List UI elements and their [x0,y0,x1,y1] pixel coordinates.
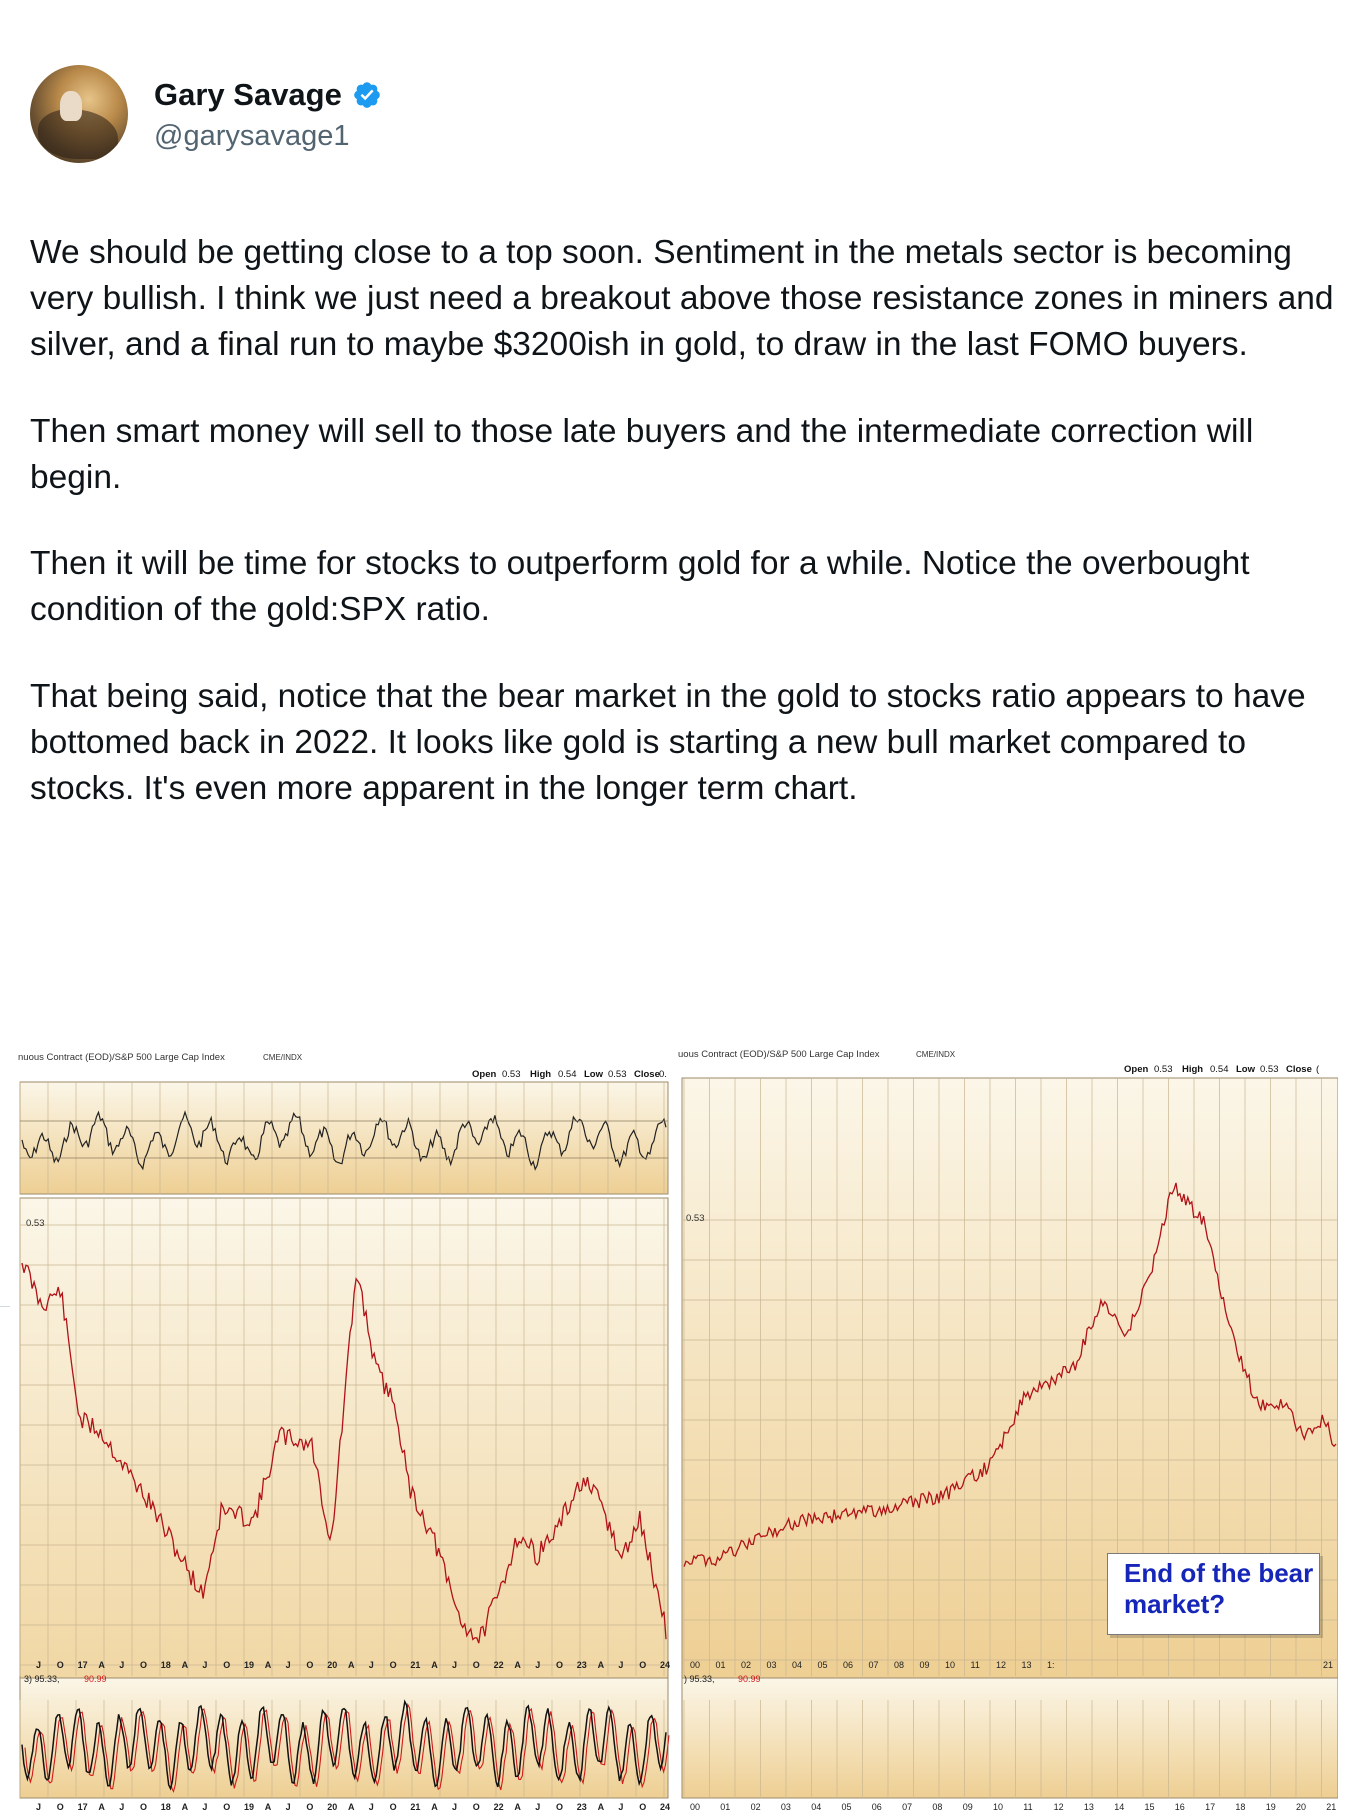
svg-text:0.53: 0.53 [502,1069,521,1080]
left-axis-bottom-label: O [639,1802,647,1812]
left-axis-top-label: J [618,1660,624,1670]
left-axis-top-label: J [285,1660,291,1670]
right-indicator-value: 90.99 [738,1674,761,1684]
left-axis-top-label: J [535,1660,541,1670]
right-axis-bottom-label: 00 [690,1802,701,1812]
left-axis-bottom-label: A [264,1802,272,1812]
left-axis-top-label: J [452,1660,458,1670]
left-axis-top-label: O [56,1660,64,1670]
tweet-paragraph: Then smart money will sell to those late buyers and the intermediate correction will begin. [30,412,1254,496]
svg-text:0.54: 0.54 [1210,1064,1229,1075]
left-axis-top-label: 22 [493,1660,504,1670]
left-axis-bottom-label: O [556,1802,564,1812]
verified-badge-icon [352,80,382,110]
left-axis-bottom-label: 23 [576,1802,587,1812]
left-axis-top-label: O [140,1660,148,1670]
right-axis-bottom [690,1802,1336,1812]
left-axis-bottom-label: J [36,1802,42,1812]
right-axis-bottom-label: 04 [811,1802,822,1812]
left-axis-bottom-label: J [535,1802,541,1812]
left-axis-bottom-label: J [452,1802,458,1812]
charts-svg [18,1040,1338,1813]
right-axis-bottom-label: 11 [1023,1802,1033,1812]
left-axis-top-label: O [556,1660,564,1670]
svg-text:0.54: 0.54 [558,1069,577,1080]
right-axis-bottom-label: 05 [841,1802,852,1812]
right-axis-bottom-label: 02 [750,1802,761,1812]
svg-text:High: High [530,1069,552,1080]
right-axis-top-label: 10 [945,1660,956,1670]
left-axis-bottom-label: O [56,1802,64,1812]
svg-text:Close: Close [634,1069,660,1080]
left-indicator-label: 3) 95.33, [24,1674,60,1684]
author-display-name[interactable]: Gary Savage [154,77,342,112]
left-axis-bottom-label: J [368,1802,374,1812]
author-name-row[interactable] [154,77,382,113]
svg-text:0.53: 0.53 [1260,1064,1279,1075]
left-axis-bottom-label: 22 [493,1802,504,1812]
right-chart-exchange: CME/INDX [916,1050,956,1059]
left-axis-bottom-label: 20 [327,1802,338,1812]
tweet-paragraph: Then it will be time for stocks to outperform gold for a while. Notice the overbought condition of the gold:SPX ratio. [30,545,1250,629]
right-axis-top-label: 12 [996,1660,1007,1670]
right-axis-top-label: 13 [1021,1660,1032,1670]
svg-text:Close: Close [1286,1064,1312,1075]
right-axis-top-label: 21 [1323,1660,1334,1670]
left-axis-bottom-label: 19 [244,1802,255,1812]
left-axis-bottom-label: O [223,1802,231,1812]
left-axis-bottom-label: A [348,1802,355,1812]
left-axis-bottom-label: A [181,1802,189,1812]
left-axis-bottom-label: A [98,1802,105,1812]
svg-text:0.: 0. [659,1069,667,1080]
left-axis-top-label: 17 [77,1660,88,1670]
right-axis-bottom-label: 10 [993,1802,1004,1812]
right-axis-bottom-label: 16 [1174,1802,1185,1812]
svg-text:Open: Open [472,1069,497,1080]
right-axis-top-label: 02 [741,1660,752,1670]
right-axis-bottom-label: 15 [1144,1802,1155,1812]
right-axis-bottom-label: 12 [1053,1802,1064,1812]
left-chart-exchange: CME/INDX [263,1053,303,1062]
attached-chart-image[interactable] [18,1040,1338,1813]
right-ohlc [1124,1064,1320,1075]
right-axis-bottom-label: 06 [871,1802,882,1812]
left-axis-bottom-label: 17 [77,1802,88,1812]
right-axis-top-label: 00 [690,1660,701,1670]
svg-text:High: High [1182,1064,1204,1075]
author-handle[interactable]: @garysavage1 [154,120,350,152]
left-ohlc [472,1069,667,1080]
left-axis-top-label: A [181,1660,189,1670]
tweet-paragraph: We should be getting close to a top soon. Sentiment in the metals sector is becoming very bullish. I think we just need a breakout above those resistance zones in miners and silver, and a final run to maybe $3200ish in gold, to draw in the last FOMO buyers. [30,234,1334,363]
right-axis-bottom-label: 01 [720,1802,731,1812]
right-axis-top-label: 01 [715,1660,726,1670]
left-chart [18,1052,670,1812]
left-axis-top-label: J [36,1660,42,1670]
svg-text:Low: Low [1236,1064,1255,1075]
left-axis-bottom [36,1802,670,1812]
svg-text:Open: Open [1124,1064,1149,1075]
right-axis-bottom-label: 21 [1326,1802,1337,1812]
left-axis-bottom-label: A [597,1802,605,1812]
right-axis-bottom-label: 03 [780,1802,791,1812]
right-axis-bottom-label: 13 [1083,1802,1094,1812]
right-chart-title: uous Contract (EOD)/S&P 500 Large Cap Index [678,1049,880,1060]
right-axis-top-label: 03 [766,1660,777,1670]
right-chart [678,1049,1338,1812]
right-axis-bottom-label: 17 [1205,1802,1216,1812]
right-axis-top-label: 11 [970,1660,980,1670]
left-axis-top-label: 19 [244,1660,255,1670]
svg-text:0.53: 0.53 [608,1069,627,1080]
right-axis-top-label: 06 [843,1660,854,1670]
tweet-paragraph: That being said, notice that the bear market in the gold to stocks ratio appears to have bottomed back in 2022. It looks like gold is starting a new bull market compared to stocks. It's even more apparent in the longer term chart. [30,678,1306,808]
left-axis-top-label: J [119,1660,125,1670]
right-axis-top-label: 1: [1047,1660,1055,1670]
left-axis-bottom-label: O [306,1802,314,1812]
left-axis-top-label: J [368,1660,374,1670]
left-axis-top-label: A [264,1660,272,1670]
right-axis-bottom-label: 07 [902,1802,913,1812]
left-axis-bottom-label: A [431,1802,438,1812]
svg-text:(: ( [1316,1064,1320,1075]
svg-text:0.53: 0.53 [1154,1064,1173,1075]
left-axis-bottom-label: O [472,1802,480,1812]
left-axis-top-label: 18 [160,1660,171,1670]
right-axis-bottom-label: 18 [1235,1802,1246,1812]
avatar[interactable] [30,65,128,163]
left-axis-bottom-label: O [140,1802,148,1812]
annotation-text: End of the bear market? [1124,1558,1314,1619]
left-axis-top-label: 24 [660,1660,671,1670]
left-axis-bottom-label: 18 [160,1802,171,1812]
right-axis-top-label: 05 [817,1660,828,1670]
left-axis-top-label: A [348,1660,355,1670]
right-axis-top-label: 09 [919,1660,930,1670]
left-axis-bottom-label: J [285,1802,291,1812]
right-axis-top-label: 08 [894,1660,905,1670]
left-axis-top-label: A [98,1660,105,1670]
left-axis-top-label: A [431,1660,438,1670]
right-axis-bottom-label: 08 [932,1802,943,1812]
left-axis-top-label: 21 [410,1660,421,1670]
left-axis-bottom-label: J [119,1802,125,1812]
right-axis-bottom-label: 09 [962,1802,973,1812]
left-axis-top-label: O [223,1660,231,1670]
left-axis-top-label: 23 [576,1660,587,1670]
left-indicator-value: 90.99 [84,1674,107,1684]
left-axis-top-label: O [472,1660,480,1670]
left-axis-bottom-label: O [389,1802,397,1812]
left-axis-bottom-label: J [202,1802,208,1812]
right-axis-top-label: 04 [792,1660,803,1670]
right-indicator-label: ) 95.33, [684,1674,715,1684]
tweet-text [30,230,1345,812]
left-axis-bottom-label: A [514,1802,521,1812]
left-axis-top-label: A [597,1660,605,1670]
left-chart-title: nuous Contract (EOD)/S&P 500 Large Cap Index [18,1052,225,1063]
left-price-label: 0.53 [26,1218,45,1229]
left-axis-top-label: A [514,1660,521,1670]
right-price-label: 0.53 [686,1213,705,1224]
right-axis-bottom-label: 20 [1296,1802,1307,1812]
left-divider [0,1306,10,1307]
left-axis-top-label: J [202,1660,208,1670]
left-axis-bottom-label: 24 [660,1802,671,1812]
right-axis-bottom-label: 19 [1265,1802,1276,1812]
left-axis-top-label: 20 [327,1660,338,1670]
left-axis-top-label: O [639,1660,647,1670]
svg-text:Low: Low [584,1069,603,1080]
right-axis-top-label: 07 [868,1660,879,1670]
left-axis-top-label: O [306,1660,314,1670]
left-axis-bottom-label: 21 [410,1802,421,1812]
left-axis-top-label: O [389,1660,397,1670]
right-axis-bottom-label: 14 [1114,1802,1125,1812]
left-axis-bottom-label: J [618,1802,624,1812]
